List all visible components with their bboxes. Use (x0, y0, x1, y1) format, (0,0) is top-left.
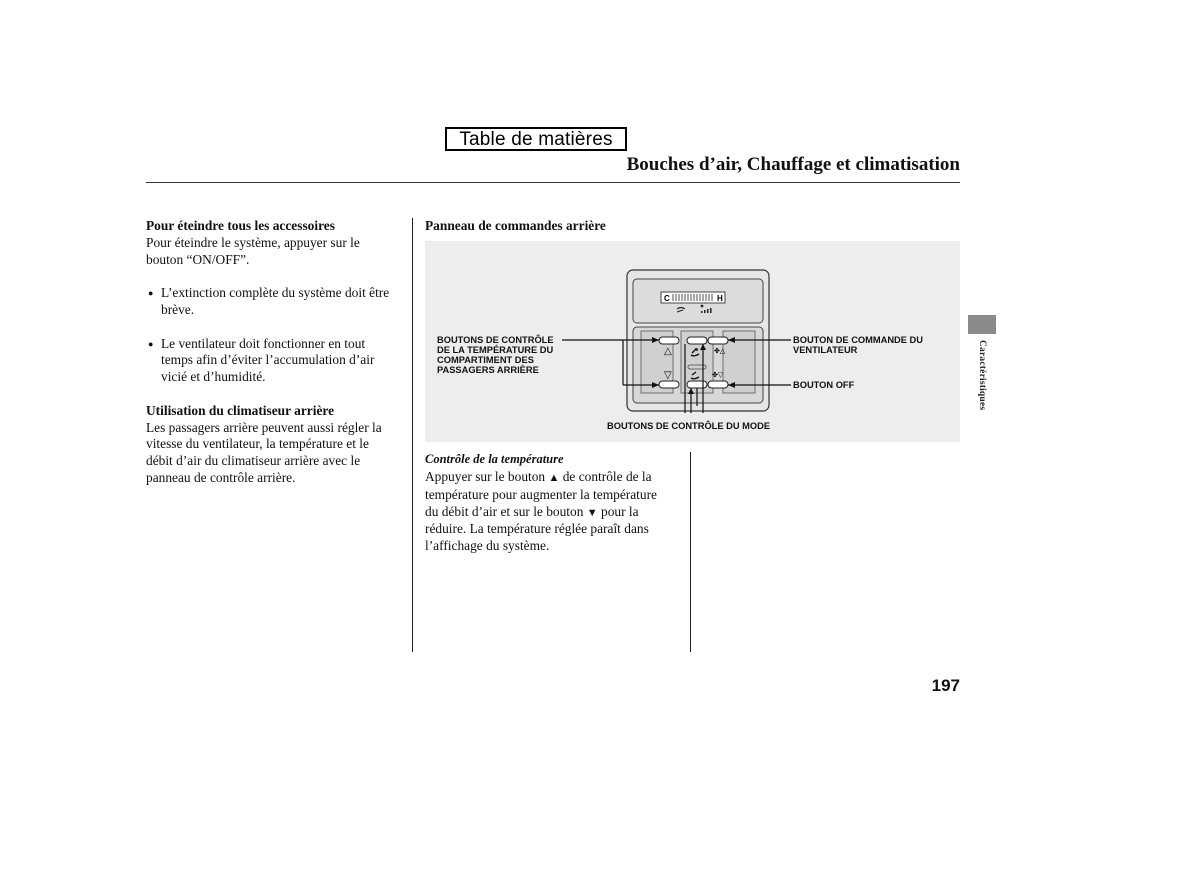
body-line: l’affichage du système. (425, 538, 550, 554)
temperature-down-icon: ▽ (664, 370, 672, 381)
body-line: débit d’air du climatiseur arrière avec le (146, 453, 361, 469)
bullet-line: vicié et d’humidité. (161, 369, 266, 385)
text-fragment: pour la (601, 503, 639, 519)
temperature-up-icon: △ (664, 346, 672, 357)
down-arrow-icon: ▼ (586, 506, 598, 519)
label-mode-buttons: BOUTONS DE CONTRÔLE DU MODE (607, 421, 771, 431)
body-line: bouton “ON/OFF”. (146, 251, 250, 267)
bullet-item (146, 285, 404, 319)
page-number: 197 (931, 676, 960, 695)
body-line: Pour éteindre le système, appuyer sur le (146, 234, 360, 250)
bullet-icon: ● (148, 338, 154, 349)
temperature-up-button[interactable] (659, 337, 679, 344)
label-off-button: BOUTON OFF (793, 380, 855, 390)
hot-indicator: H (717, 294, 723, 303)
section-side-label: Caractéristiques (977, 340, 987, 411)
table-of-contents-button[interactable]: Table de matières (445, 127, 627, 151)
body-line (425, 469, 680, 487)
fan-off-icon: ✤▽ (712, 371, 724, 379)
rear-control-panel-figure (425, 241, 960, 442)
label-line: BOUTON DE COMMANDE DU (793, 335, 923, 345)
body-line: température pour augmenter la température (425, 486, 657, 502)
text-fragment: Appuyer sur le bouton (425, 469, 546, 484)
temperature-down-button[interactable] (659, 381, 679, 388)
body-line: panneau de contrôle arrière. (146, 469, 296, 485)
bullet-line: Le ventilateur doit fonctionner en tout (161, 335, 366, 351)
fan-up-icon: ✤△ (714, 347, 726, 355)
fan-control-button[interactable] (708, 337, 728, 344)
label-line: PASSAGERS ARRIÈRE (437, 365, 539, 375)
body-line (425, 504, 680, 522)
bullet-item (146, 336, 404, 386)
bullet-line: L’extinction complète du système doit être (161, 285, 390, 301)
section-heading-accessories: Pour éteindre tous les accessoires (146, 218, 335, 233)
mode-button-upper[interactable] (687, 337, 707, 344)
bullet-icon: ● (148, 288, 154, 299)
label-temperature-buttons (437, 335, 554, 375)
column-divider-left (412, 218, 413, 652)
body-line: vitesse du ventilateur, la température et le (146, 436, 369, 452)
left-column (146, 218, 404, 487)
body-line: réduire. La température réglée paraît dans (425, 521, 649, 537)
column-divider-right (690, 452, 691, 652)
label-line: COMPARTIMENT DES (437, 355, 534, 365)
temperature-instructions (425, 469, 680, 555)
title-divider (146, 182, 960, 183)
cold-indicator: C (664, 294, 670, 303)
label-line: VENTILATEUR (793, 345, 858, 355)
text-fragment: de contrôle de la (562, 469, 652, 484)
page-title: Bouches d’air, Chauffage et climatisation (626, 154, 960, 175)
label-line: BOUTONS DE CONTRÔLE (437, 335, 554, 345)
bullet-line: brève. (161, 301, 195, 317)
label-line: DE LA TEMPÉRATURE DU (437, 345, 554, 355)
off-button[interactable] (708, 381, 728, 388)
section-tab-marker (968, 315, 996, 334)
body-line: Les passagers arrière peuvent aussi régler la (146, 419, 382, 435)
up-arrow-icon: ▲ (548, 472, 560, 484)
text-fragment: du débit d’air et sur le bouton (425, 503, 584, 519)
bullet-line: temps afin d’éviter l’accumulation d’air (161, 352, 375, 368)
figure-heading: Panneau de commandes arrière (425, 218, 606, 233)
section-heading-rear-ac: Utilisation du climatiseur arrière (146, 402, 335, 418)
sub-heading-temperature: Contrôle de la température (425, 452, 564, 466)
temperature-display (661, 292, 725, 303)
label-fan-button (793, 335, 923, 355)
mode-button-lower[interactable] (687, 381, 707, 388)
